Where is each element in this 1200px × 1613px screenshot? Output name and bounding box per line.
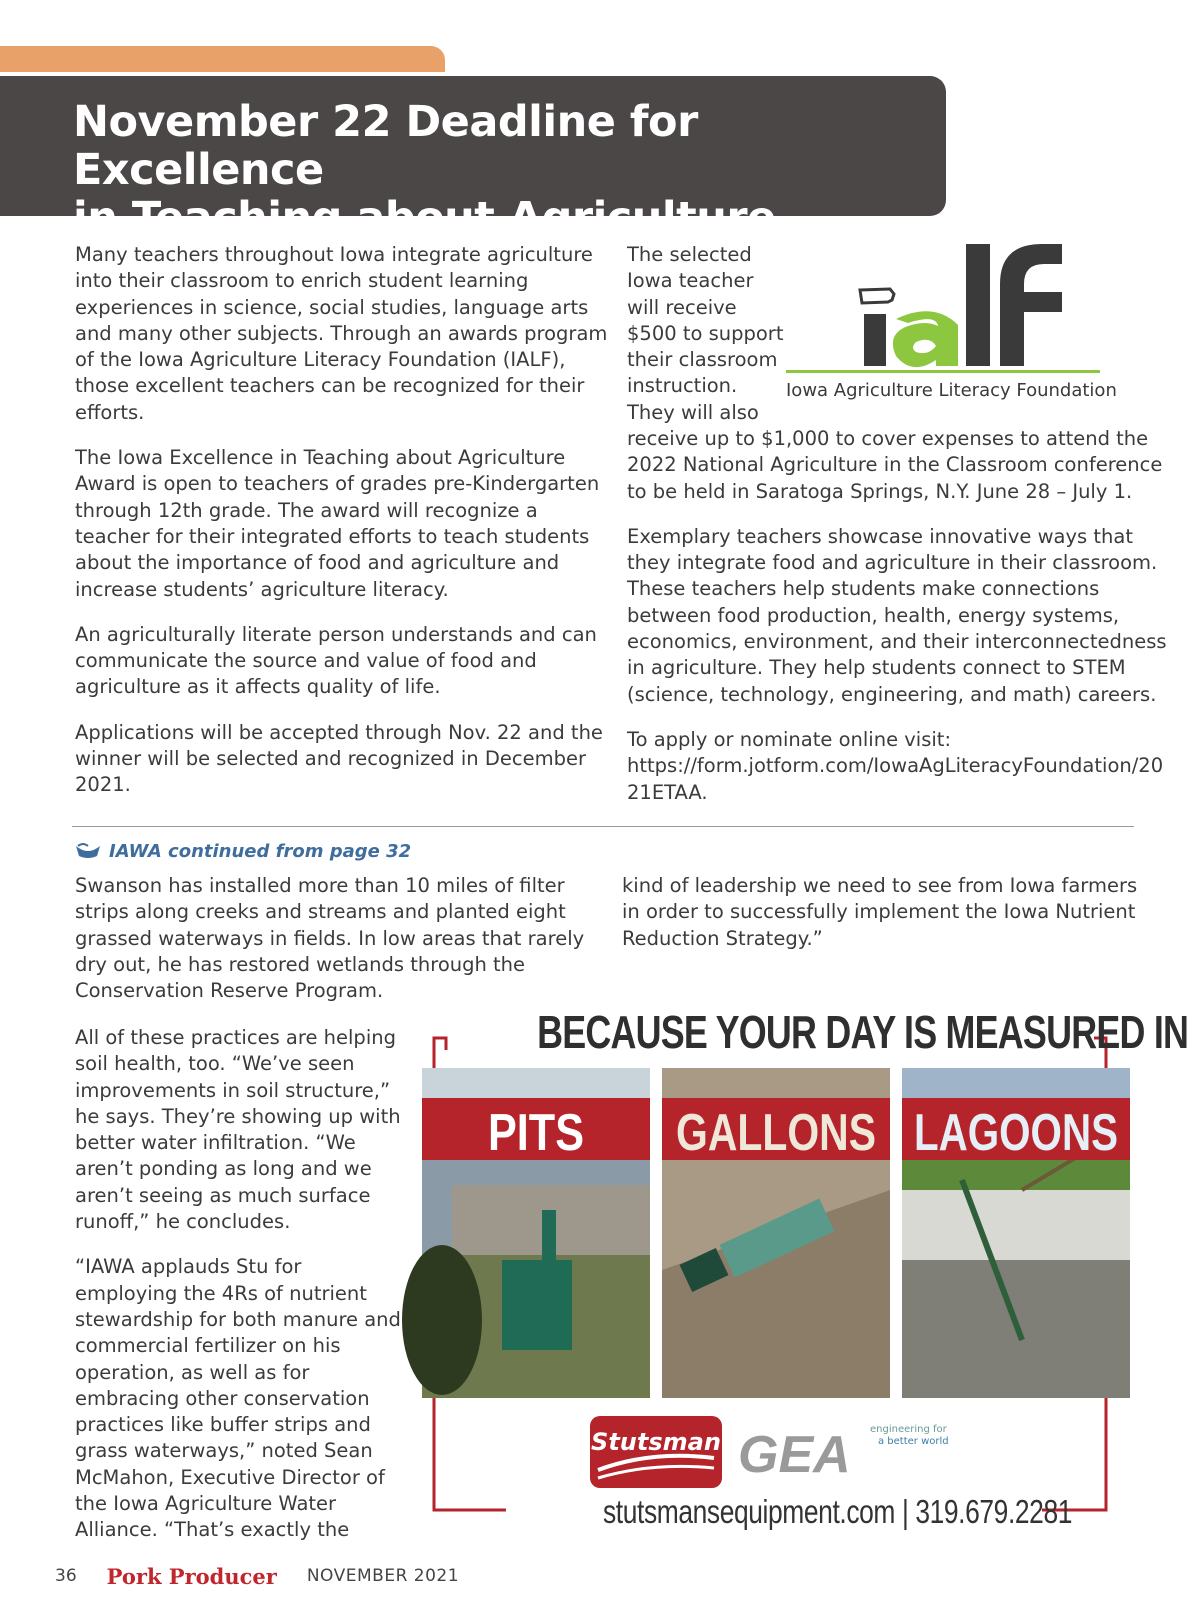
logo-letter-a [893,311,958,367]
panel-label-pits: PITS [488,1104,584,1162]
iawa-left-narrow [75,1025,410,1563]
wrap-line: instruction. [627,374,738,398]
wrap-line: their classroom [627,348,778,372]
gea-wordmark: GEA [738,1426,851,1484]
article-left-column [75,242,615,818]
article-paragraph: kind of leadership we need to see from Iowa farmers in order to successfully implement the Iowa Nutrient Reduction Strategy.” [622,874,1138,950]
ad-panel-lagoons [902,1068,1130,1398]
article-paragraph: Many teachers throughout Iowa integrate agriculture into their classroom to enrich student learning experiences in science, social studies, language arts and many other subjects. Through an awards program of the Iowa Agriculture Literacy Foundation (IALF), those excellent teachers can be recognized for their efforts. [75,243,608,424]
orange-accent-tab [0,46,445,72]
iowa-shape-icon [860,289,894,303]
gea-logo [738,1424,949,1484]
stutsman-advertisement[interactable] [422,1010,1130,1530]
article-paragraph: An agriculturally literate person understands and can communicate the source and value of food and agriculture as it affects quality of life. [75,622,597,699]
iawa-right-column [622,873,1142,971]
wrap-line: They will also [627,400,759,424]
article-paragraph: Exemplary teachers showcase innovative ways that they integrate food and agriculture in their classroom. These teachers help students make connections between food production, health, energy systems, economics, environment, and their interconnectedness in agriculture. They help students connect to STEM (science, technology, engineering, and math) careers. [627,524,1167,706]
title-line-1: November 22 Deadline for Excellence [73,97,698,195]
article-paragraph: The Iowa Excellence in Teaching about Agriculture Award is open to teachers of grades pre-Kindergarten through 12th grade. The award will recognize a teacher for their integrated efforts to teach students about the importance of food and agriculture and increase students’ agriculture literacy. [75,446,600,601]
logo-letter-f [1000,244,1062,366]
boat-icon [75,842,101,860]
page-number: 36 [55,1566,77,1586]
wrap-line: The selected [627,243,752,266]
article-title [73,98,943,242]
article-paragraph: Applications will be accepted through Nov. 22 and the winner will be selected and recognized in December 2021. [75,720,603,797]
panel-label-lagoons: LAGOONS [914,1104,1118,1162]
stutsman-wordmark: Stutsman [591,1428,721,1456]
wrap-line: Iowa teacher [627,269,754,293]
iawa-left-top [75,873,585,1023]
continuation-header [75,838,411,864]
article-paragraph: All of these practices are helping soil health, too. “We’ve seen improvements in soil structure,” he says. They’re showing up with better water infiltration. “We aren’t ponding as long and we aren’t seeing as much surface runoff,” he concludes. [75,1026,401,1234]
panel-label-gallons: GALLONS [676,1104,876,1162]
logo-letter-l [966,244,990,366]
article-paragraph: “IAWA applauds Stu for employing the 4Rs of nutrient stewardship for both manure and commercial fertilizer on his operation, as well as for embracing other conservation practices like buffer strips and grass waterways,” noted Sean McMahon, Executive Director of the Iowa Agriculture Water Alliance. “That’s exactly the [75,1255,401,1542]
ialf-logo [786,244,1148,414]
article-paragraph: Swanson has installed more than 10 miles of filter strips along creeks and streams and planted eight grassed waterways in fields. In low areas that rarely dry out, he has restored wetlands through the Conservation Reserve Program. [75,874,585,1003]
logo-underline [786,370,1100,373]
publication-name: Pork Producer [106,1563,277,1589]
continuation-label: IAWA continued from page 32 [109,840,412,862]
ad-contact[interactable]: stutsmansequipment.com | 319.679.2281 [603,1490,947,1534]
ad-panel-pits [402,1068,650,1398]
gea-tagline-2: a better world [878,1436,949,1447]
section-divider [72,826,1134,827]
gea-tagline-1: engineering for [870,1424,947,1435]
article-right-wrap-text [627,242,787,426]
wrap-line: will receive [627,295,737,319]
logo-letter-i [864,314,886,366]
wrap-line: $500 to support [627,321,784,345]
logo-tagline: Iowa Agriculture Literacy Foundation [786,380,1117,401]
ad-headline: BECAUSE YOUR DAY IS MEASURED IN [537,1006,1189,1058]
stutsman-logo [590,1416,722,1488]
article-paragraph: To apply or nominate online visit: https://form.jotform.com/IowaAgLiteracyFoundation/2021ETAA. [627,727,1164,804]
article-paragraph: receive up to $1,000 to cover expenses to attend the 2022 National Agriculture in the Classroom conference to be held in Saratoga Springs, N.Y. June 28 – July 1. [627,427,1163,503]
page-footer [55,1560,459,1592]
issue-date: NOVEMBER 2021 [306,1566,460,1586]
title-line-2: in Teaching about Agriculture [73,193,776,243]
ad-panel-gallons [662,1068,890,1398]
article-right-column [627,426,1167,825]
